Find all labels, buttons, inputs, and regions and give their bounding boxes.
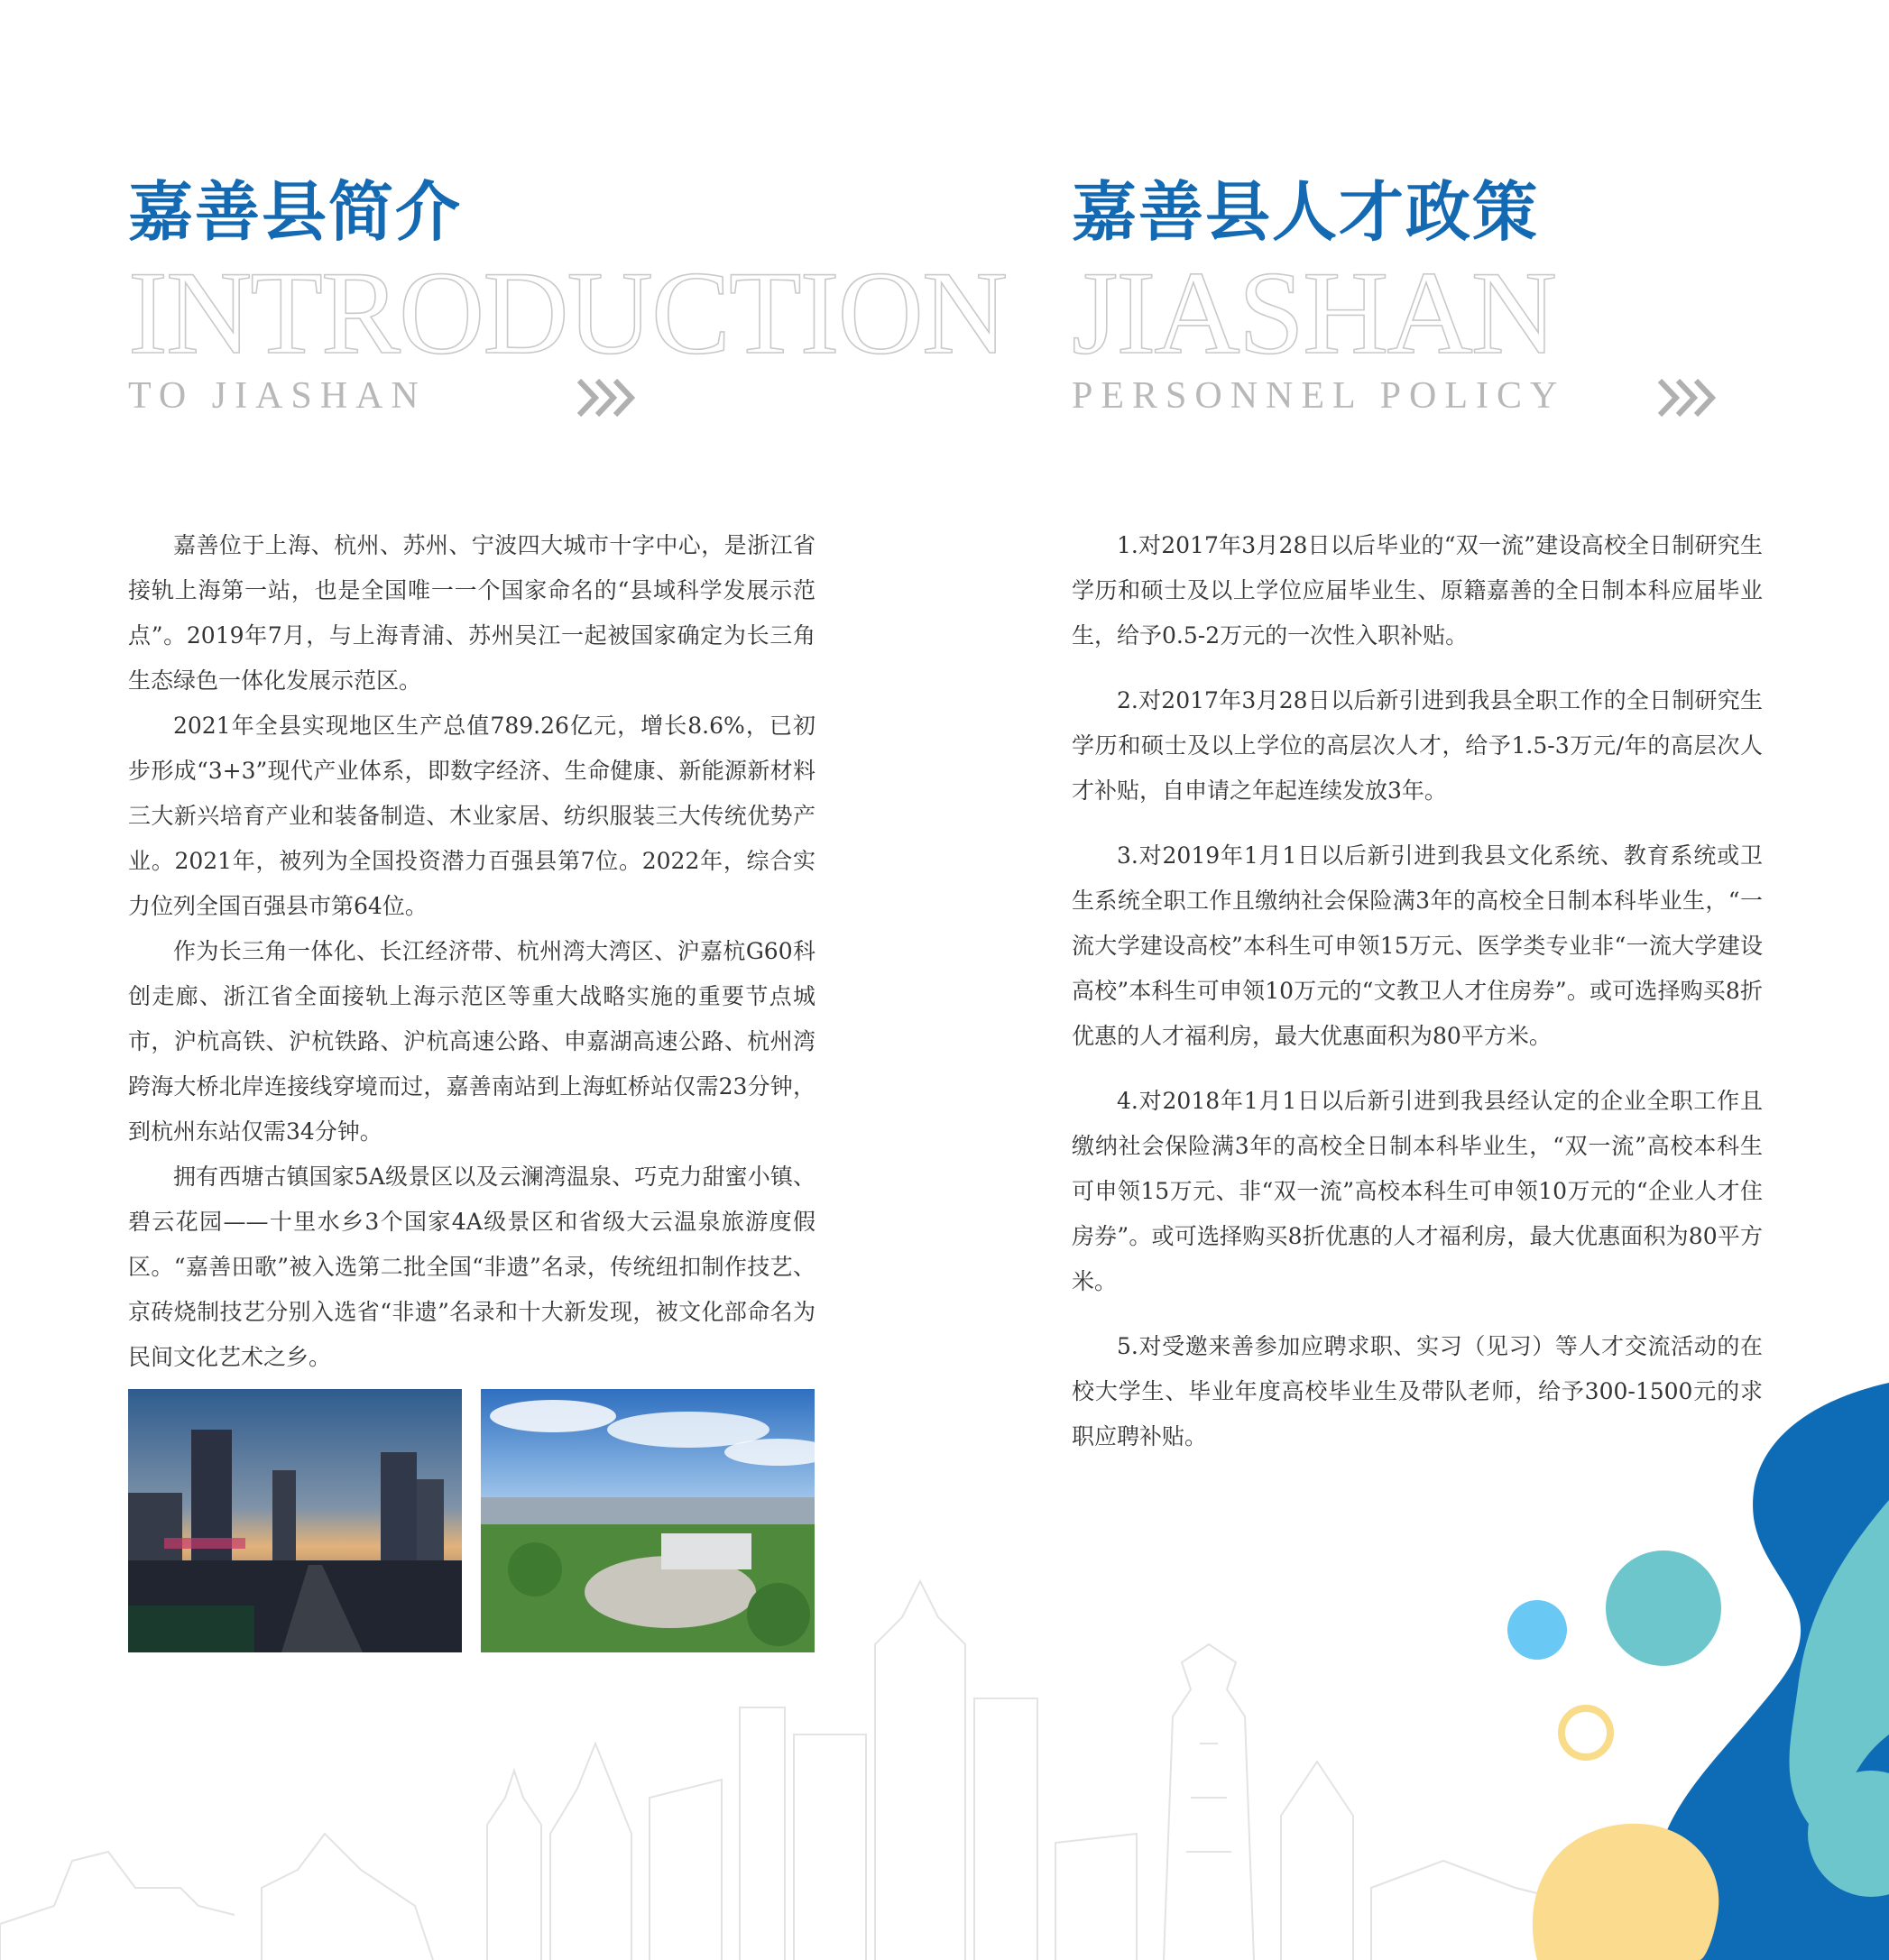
intro-paragraph: 作为长三角一体化、长江经济带、杭州湾大湾区、沪嘉杭G60科创走廊、浙江省全面接轨上海示范区等重大战略实施的重要节点城市，沪杭高铁、沪杭铁路、沪杭高速公路、申嘉湖高速公路、杭州湾跨海大桥北岸连接线穿境而过，嘉善南站到上海虹桥站仅需23分钟，到杭州东站仅需34分钟。	[128, 938, 815, 1145]
policy-title-en: JIASHAN	[1072, 246, 1556, 379]
policy-body	[1072, 523, 1763, 1479]
policy-title-cn: 嘉善县人才政策	[1072, 173, 1540, 250]
decorative-blobs	[1384, 1383, 1889, 1960]
policy-item: 2.对2017年3月28日以后新引进到我县全职工作的全日制研究生学历和硕士及以上学位的高层次人才，给予1.5-3万元/年的高层次人才补贴，自申请之年起连续发放3年。	[1072, 687, 1763, 804]
policy-subtitle-en: PERSONNEL POLICY	[1072, 375, 1566, 417]
chevrons-right-icon	[576, 377, 639, 419]
policy-item: 4.对2018年1月1日以后新引进到我县经认定的企业全职工作且缴纳社会保险满3年的高校全日制本科毕业生，“双一流”高校本科生可申领15万元、非“双一流”高校本科生可申领10万元的“企业人才住房券”。或可选择购买8折优惠的人才福利房，最大优惠面积为80平方米。	[1072, 1088, 1763, 1294]
intro-paragraph: 拥有西塘古镇国家5A级景区以及云澜湾温泉、巧克力甜蜜小镇、碧云花园——十里水乡3个国家4A级景区和省级大云温泉旅游度假区。“嘉善田歌”被入选第二批全国“非遗”名录，传统纽扣制作技艺、京砖烧制技艺分别入选省“非遗”名录和十大新发现，被文化部命名为民间文化艺术之乡。	[128, 1164, 815, 1370]
intro-subtitle-en: TO JIASHAN	[128, 375, 427, 417]
chevrons-right-icon	[1656, 377, 1719, 419]
intro-body	[128, 523, 815, 1380]
intro-title-en: INTRODUCTION	[128, 246, 1007, 379]
policy-item: 1.对2017年3月28日以后毕业的“双一流”建设高校全日制研究生学历和硕士及以上学位应届毕业生、原籍嘉善的全日制本科应届毕业生，给予0.5-2万元的一次性入职补贴。	[1072, 532, 1763, 649]
city-skyline-illustration	[0, 1563, 1588, 1960]
intro-paragraph: 嘉善位于上海、杭州、苏州、宁波四大城市十字中心，是浙江省接轨上海第一站，也是全国唯一一个国家命名的“县域科学发展示范点”。2019年7月，与上海青浦、苏州吴江一起被国家确定为长三角生态绿色一体化发展示范区。	[128, 532, 815, 694]
policy-item: 5.对受邀来善参加应聘求职、实习（见习）等人才交流活动的在校大学生、毕业年度高校毕业生及带队老师，给予300-1500元的求职应聘补贴。	[1072, 1333, 1763, 1449]
policy-item: 3.对2019年1月1日以后新引进到我县文化系统、教育系统或卫生系统全职工作且缴纳社会保险满3年的高校全日制本科毕业生，“一流大学建设高校”本科生可申领15万元、医学类专业非“一流大学建设高校”本科生可申领10万元的“文教卫人才住房券”。或可选择购买8折优惠的人才福利房，最大优惠面积为80平方米。	[1072, 842, 1763, 1049]
intro-title-cn: 嘉善县简介	[128, 173, 463, 250]
intro-paragraph: 2021年全县实现地区生产总值789.26亿元，增长8.6%，已初步形成“3+3”现代产业体系，即数字经济、生命健康、新能源新材料三大新兴培育产业和装备制造、木业家居、纺织服装三大传统优势产业。2021年，被列为全国投资潜力百强县第7位。2022年，综合实力位列全国百强县市第64位。	[128, 713, 815, 919]
